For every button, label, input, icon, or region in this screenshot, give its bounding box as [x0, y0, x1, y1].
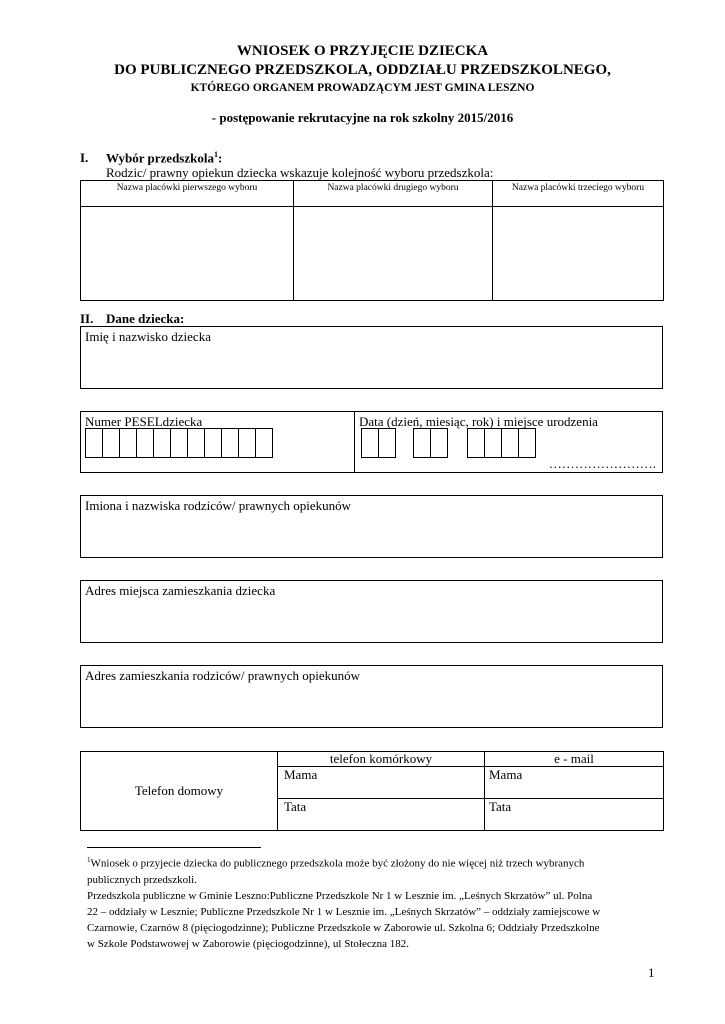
pesel-digit-boxes[interactable]	[85, 428, 285, 458]
child-address-field[interactable]	[80, 580, 663, 643]
footnote-line6: w Szkole Podstawowej w Zaborowie (pięciogodzinne), ul Stołeczna 182.	[87, 937, 409, 950]
birth-year-digit-box[interactable]	[484, 428, 502, 458]
birth-month-digit-box[interactable]	[430, 428, 448, 458]
tata-mobile-label: Tata	[284, 799, 307, 814]
parents-names-field[interactable]	[80, 495, 663, 558]
mama-mobile-label: Mama	[284, 767, 318, 782]
footnote	[87, 852, 667, 952]
pesel-digit-box[interactable]	[238, 428, 256, 458]
form-title-line3: KTÓREGO ORGANEM PROWADZĄCYM JEST GMINA LESZNO	[190, 82, 535, 94]
home-phone-cell[interactable]	[81, 752, 278, 831]
footnote-line1	[87, 852, 667, 872]
footnote-text1: Wniosek o przyjecie dziecka do publicznego przedszkola może być złożony do nie więcej niż trzech wybranych	[90, 857, 585, 870]
pesel-birth-row	[80, 411, 663, 473]
pesel-digit-box[interactable]	[187, 428, 205, 458]
child-name-label: Imię i nazwisko dziecka	[85, 329, 211, 344]
choice3-field[interactable]	[493, 207, 664, 301]
choice2-field[interactable]	[294, 207, 493, 301]
birth-field[interactable]	[354, 411, 663, 473]
birth-day-digit-box[interactable]	[361, 428, 379, 458]
birth-month-digit-box[interactable]	[413, 428, 431, 458]
footnote-line5: Czarnowie, Czarnów 8 (pięciogodzinne); Publiczne Przedszkole w Zaborowie ul. Szkolna 6; Oddziały Przedszkolne	[87, 921, 600, 934]
section1-heading	[80, 150, 222, 166]
email-header: e - mail	[485, 752, 664, 767]
birth-place-dots: …………………….	[548, 456, 656, 471]
phone-table	[80, 751, 664, 831]
pesel-digit-box[interactable]	[85, 428, 103, 458]
mama-email-label: Mama	[489, 767, 523, 782]
page-number: 1	[648, 965, 655, 980]
mama-mobile-field[interactable]	[278, 767, 485, 799]
birth-year-digit-box[interactable]	[518, 428, 536, 458]
section1-instruction: Rodzic/ prawny opiekun dziecka wskazuje kolejność wyboru przedszkola:	[106, 165, 494, 180]
form-subtitle: - postępowanie rekrutacyjne na rok szkolny 2015/2016	[211, 110, 514, 125]
pesel-label: Numer PESELdziecka	[85, 414, 203, 429]
form-title-line1: WNIOSEK O PRZYJĘCIE DZIECKA	[236, 43, 489, 59]
pesel-digit-box[interactable]	[102, 428, 120, 458]
tata-email-label: Tata	[489, 799, 512, 814]
mobile-header: telefon komórkowy	[278, 752, 485, 767]
birth-year-digit-box[interactable]	[467, 428, 485, 458]
section1-footnote-ref: 1	[213, 150, 218, 159]
parents-address-label: Adres zamieszkania rodziców/ prawnych opiekunów	[85, 668, 361, 683]
pesel-digit-box[interactable]	[170, 428, 188, 458]
birth-date-boxes[interactable]	[361, 428, 541, 458]
child-name-field[interactable]	[80, 326, 663, 389]
choice2-header: Nazwa placówki drugiego wyboru	[294, 181, 493, 207]
preschool-choice-table	[80, 180, 664, 301]
parents-address-field[interactable]	[80, 665, 663, 728]
tata-email-field[interactable]	[485, 799, 664, 831]
birth-label: Data (dzień, miesiąc, rok) i miejsce urodzenia	[359, 414, 598, 429]
home-phone-label: Telefon domowy	[134, 783, 224, 798]
pesel-digit-box[interactable]	[136, 428, 154, 458]
footnote-ref: 1	[87, 856, 91, 864]
footnote-line3: Przedszkola publiczne w Gminie Leszno:Publiczne Przedszkole Nr 1 w Lesznie im. „Leśnych Skrzatów” ul. Polna	[87, 889, 593, 902]
pesel-digit-box[interactable]	[221, 428, 239, 458]
section1-title-suffix: :	[217, 150, 223, 166]
mama-email-field[interactable]	[485, 767, 664, 799]
section1-number: I.	[80, 150, 89, 166]
form-title-line2: DO PUBLICZNEGO PRZEDSZKOLA, ODDZIAŁU PRZEDSZKOLNEGO,	[114, 62, 611, 78]
pesel-digit-box[interactable]	[255, 428, 273, 458]
child-address-label: Adres miejsca zamieszkania dziecka	[85, 583, 276, 598]
birth-day-digit-box[interactable]	[378, 428, 396, 458]
choice1-header: Nazwa placówki pierwszego wyboru	[81, 181, 294, 207]
section2-title: Dane dziecka:	[106, 311, 185, 326]
birth-year-digit-box[interactable]	[501, 428, 519, 458]
parents-names-label: Imiona i nazwiska rodziców/ prawnych opiekunów	[85, 498, 352, 513]
section1-title: Wybór przedszkola	[106, 150, 214, 166]
pesel-digit-box[interactable]	[204, 428, 222, 458]
section2-heading	[80, 311, 184, 327]
pesel-digit-box[interactable]	[153, 428, 171, 458]
footnote-line2: publicznych przedszkoli.	[87, 873, 197, 886]
choice3-header: Nazwa placówki trzeciego wyboru	[493, 181, 664, 207]
footnote-divider	[87, 847, 261, 848]
pesel-digit-box[interactable]	[119, 428, 137, 458]
tata-mobile-field[interactable]	[278, 799, 485, 831]
choice1-field[interactable]	[81, 207, 294, 301]
footnote-line4: 22 – oddziały w Lesznie; Publiczne Przedszkole Nr 1 w Lesznie im. „Leśnych Skrzatów” – oddziały zamiejscowe w	[87, 905, 601, 918]
section2-number: II.	[80, 311, 94, 326]
pesel-field[interactable]	[80, 411, 355, 473]
